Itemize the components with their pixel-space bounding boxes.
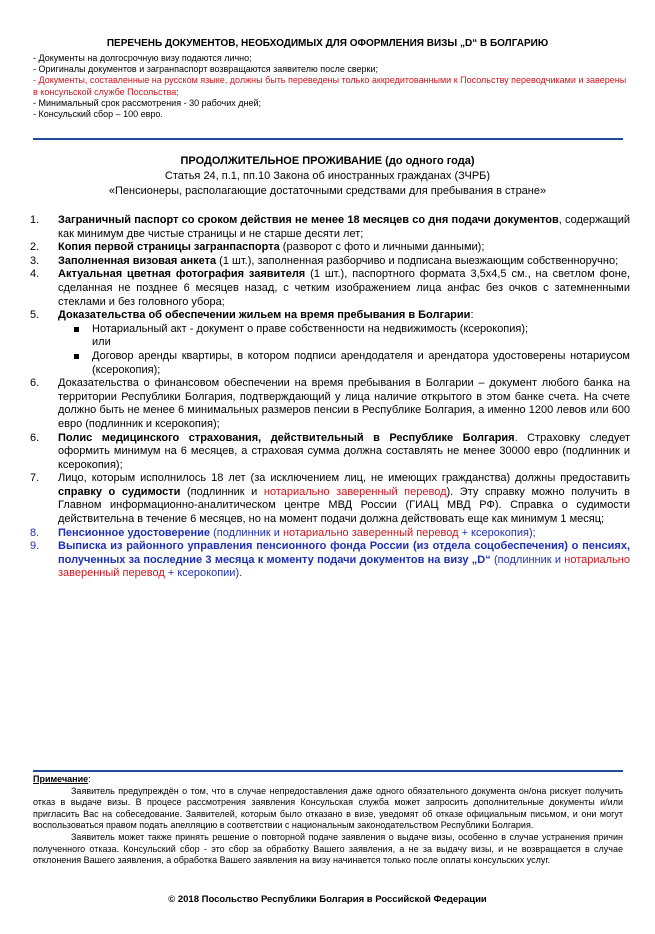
note-paragraph: Заявитель может также принять решение о повторной подаче заявления о выдаче визы, особенно в случае устранения причин полученного отказа. Консульский сбор - это сбор за обработку Вашего заявления, а не за выдачу визы, и не возвращается в случае отклонения Вашего заявления, а обработка Вашего заявления на визу начинается только после оплаты консульских услуг.: [33, 831, 623, 866]
list-item: 5. Доказательства об обеспечении жильем на время пребывания в Болгарии:: [30, 309, 474, 322]
divider-bottom: [33, 770, 623, 772]
note-paragraph: Заявитель предупреждён о том, что в случае непредоставления даже одного обязательного документа он/она рискует получить отказ в выдаче визы. В процесе рассмотрения заявления Консульская служба может запросить дополнительные документы и/или пригласить Вас на собеседование. Заявителей, которым было отказано в визе, уведомят об отказе официальным письмом, и они могут воспользоваться правом подать апелляцию в соответствии с национальным законодательством Республики Болгария.: [33, 785, 623, 831]
list-item: 7. Лицо, которым исполнилось 18 лет (за исключением лиц, не имеющих гражданства) должны предоставить справку о судимости (подлинник и нотариально заверенный перевод). Эту справку можно получить в Главном информационно-аналитическом центре МВД России (ГИАЦ МВД РФ). Справка о судимости действительна в течение 6 месяцев, но на момент подачи должна действовать еще как минимум 1 месяц;: [30, 472, 630, 526]
sub-item-separator: или: [92, 336, 111, 349]
list-item: 2. Копия первой страницы загранпаспорта (разворот с фото и личными данными);: [30, 241, 485, 254]
sub-item: Договор аренды квартиры, в котором подписи арендодателя и арендатора удостоверены нотариусом (ксерокопия);: [30, 350, 630, 377]
list-item: 3. Заполненная визовая анкета (1 шт.), заполненная разборчиво и подписана выезжающим собственноручно;: [30, 254, 619, 267]
section-law: Статья 24, п.1, пп.10 Закона об иностранных гражданах (ЗЧРБ): [164, 170, 491, 182]
header-notes: [33, 53, 628, 120]
footer-copyright: © 2018 Посольство Республики Болгария в Российской Федерации: [168, 894, 487, 905]
note-bullet: - Документы на долгосрочную визу подаются лично;: [33, 53, 252, 63]
square-bullet-icon: [74, 354, 79, 359]
note-bullet-warning: - Документы, составленные на русском языке, должны быть переведены только аккредитованными к Посольству переводчиками и заверены в консульской службе Посольства;: [33, 75, 627, 97]
list-item: 9. Выписка из районного управления пенсионного фонда России (из отдела соцобеспечения) о пенсиях, полученных за последние 3 месяца к моменту подачи документов на визу „D“ (подлинник и нотариально заверенный перевод + ксерокопии).: [30, 540, 630, 580]
section-category: «Пенсионеры, располагающие достаточными средствами для пребывания в стране»: [108, 185, 547, 197]
note-bullet: - Минимальный срок рассмотрения - 30 рабочих дней;: [33, 97, 262, 108]
list-item: 1. Заграничный паспорт со сроком действия не менее 18 месяцев со дня подачи документов, содержащий как минимум две чистые страницы и не старше десяти лет;: [30, 214, 630, 240]
sub-item: Нотариальный акт - документ о праве собственности на недвижимость (ксерокопия);: [30, 323, 630, 337]
section-title: ПРОДОЛЖИТЕЛЬНОЕ ПРОЖИВАНИЕ (до одного года): [180, 155, 475, 167]
list-item: 6. Доказательства о финансовом обеспечении на время пребывания в Болгарии – документ любого банка на территории Республики Болгария, подтверждающий у лица наличие открытого в этом банке счета. На счете должно быть не менее 6 минимальных размеров пенсии в Республике Болгария, а именно 1200 левов или 600 евро (подлинник и ксерокопия);: [30, 377, 630, 430]
list-item: 4. Актуальная цветная фотография заявителя (1 шт.), паспортного формата 3,5х4,5 см., на светлом фоне, сделанная не позднее 6 месяцев назад, с четким изображением лица анфас без очков с затемненными стеклами и без головного убора;: [30, 268, 631, 308]
note-block: Примечание: Заявитель предупреждён о том, что в случае непредоставления даже одного обязательного документа он/она рискует получить отказ в выдаче визы. В процесе рассмотрения заявления Консульская служба может запросить дополнительные документы и/или пригласить Вас на собеседование. Заявителей, которым было отказано в визе, уведомят об отказе официальным письмом, и они могут воспользоваться правом подать апелляцию в соответствии с национальным законодательством Республики Болгария. Заявитель может также принять решение о повторной подаче заявления о выдаче визы, особенно в случае устранения причин полученного отказа. Консульский сбор - это сбор за обработку Вашего заявления, а не за выдачу визы, и не возвращается в случае отклонения Вашего заявления, а обработка Вашего заявления на визу начинается только после оплаты консульских услуг.: [33, 774, 623, 866]
list-item: 8. Пенсионное удостоверение (подлинник и нотариально заверенный перевод + ксерокопия);: [30, 526, 536, 539]
document-title: ПЕРЕЧЕНЬ ДОКУМЕНТОВ, НЕОБХОДИМЫХ ДЛЯ ОФОРМЛЕНИЯ ВИЗЫ „D“ В БОЛГАРИЮ: [106, 38, 549, 49]
note-heading: Примечание: [33, 774, 89, 784]
note-bullet: - Оригиналы документов и загранпаспорт возвращаются заявителю после сверки;: [33, 64, 379, 75]
divider-top: [33, 138, 623, 140]
square-bullet-icon: [74, 327, 79, 332]
list-item: 6. Полис медицинского страхования, действительный в Республике Болгария. Страховку следует оформить минимум на 6 месяцев, а страховая сумма должна составлять не менее 30000 евро (подлинник и ксерокопия);: [30, 431, 630, 471]
documents-list: [30, 214, 630, 581]
note-bullet: - Консульский сбор – 100 евро.: [33, 109, 163, 120]
